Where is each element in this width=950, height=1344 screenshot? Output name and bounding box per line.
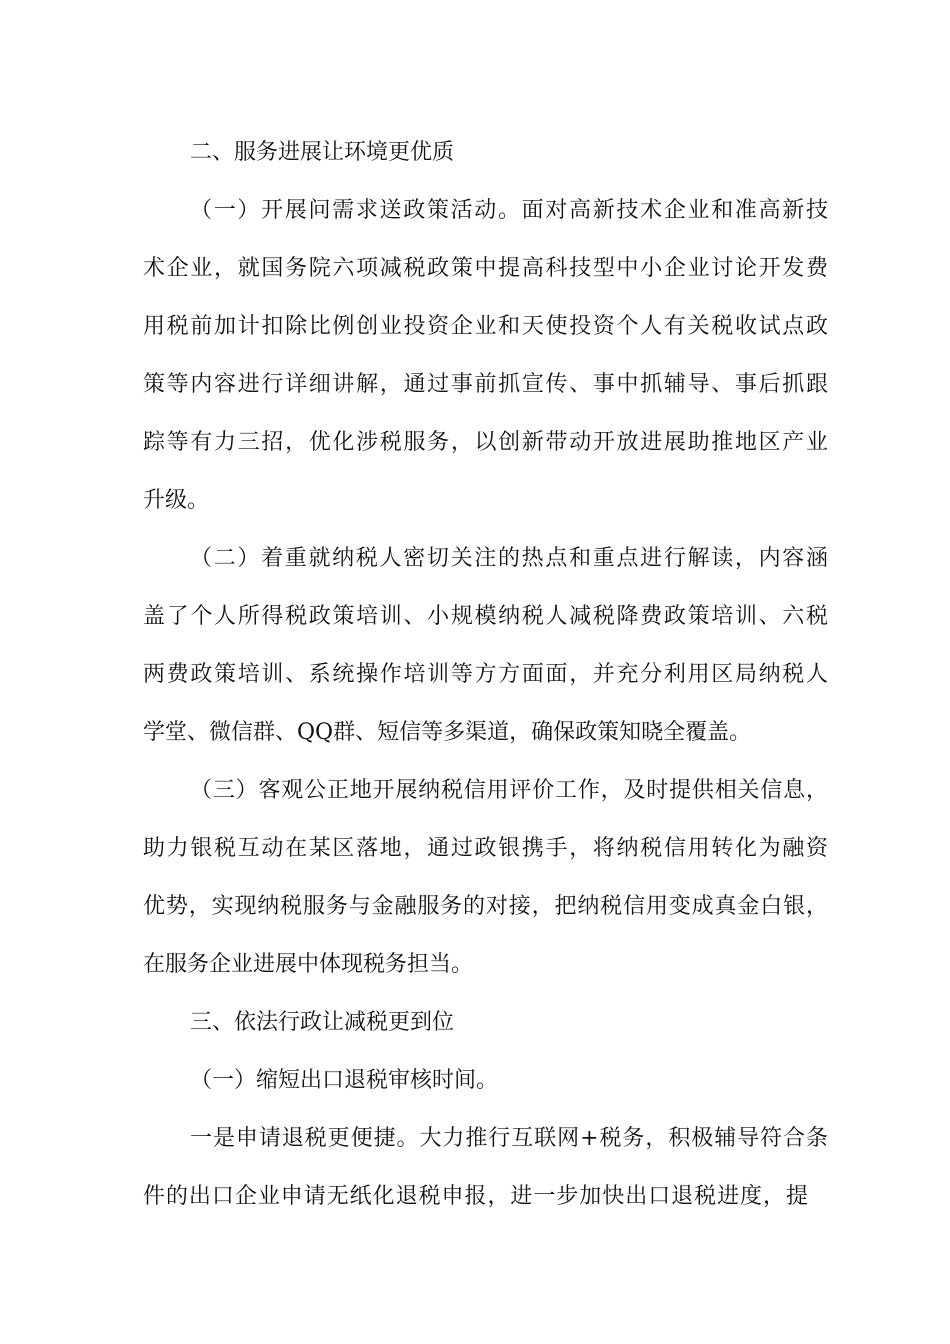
paragraph-line: 踪等有力三招，优化涉税服务，以创新带动开放进展助推地区产业: [143, 430, 828, 455]
paragraph-line: 优势，实现纳税服务与金融服务的对接，把纳税信用变成真金白银，: [143, 894, 828, 919]
paragraph-line: 一是申请退税更便捷。大力推行互联网+税务，积极辅导符合条: [190, 1126, 828, 1151]
paragraph-line: 术企业，就国务院六项减税政策中提高科技型中小企业讨论开发费: [143, 256, 828, 281]
paragraph-line: （二）着重就纳税人密切关注的热点和重点进行解读，内容涵: [190, 546, 828, 571]
paragraph-line: 升级。: [143, 488, 210, 513]
paragraph-line: 策等内容进行详细讲解，通过事前抓宣传、事中抓辅导、事后抓跟: [143, 372, 828, 397]
paragraph-line: 件的出口企业申请无纸化退税申报，进一步加快出口退税进度，提: [143, 1184, 808, 1209]
paragraph-line: 助力银税互动在某区落地，通过政银携手，将纳税信用转化为融资: [143, 836, 828, 861]
paragraph-line: 两费政策培训、系统操作培训等方方面面，并充分利用区局纳税人: [143, 662, 828, 687]
paragraph-line: 在服务企业进展中体现税务担当。: [143, 952, 474, 977]
section-heading: 二、服务进展让环境更优质: [190, 140, 455, 165]
paragraph-line: 用税前加计扣除比例创业投资企业和天使投资个人有关税收试点政: [143, 314, 828, 339]
paragraph-line: 盖了个人所得税政策培训、小规模纳税人减税降费政策培训、六税: [143, 604, 828, 629]
paragraph-line: （三）客观公正地开展纳税信用评价工作，及时提供相关信息，: [190, 778, 828, 803]
paragraph-line: 学堂、微信群、QQ群、短信等多渠道，确保政策知晓全覆盖。: [143, 720, 752, 745]
subsection-heading: （一）缩短出口退税审核时间。: [190, 1068, 499, 1093]
section-heading: 三、依法行政让减税更到位: [190, 1010, 455, 1035]
paragraph-line: （一）开展问需求送政策活动。面对高新技术企业和准高新技: [190, 198, 828, 223]
